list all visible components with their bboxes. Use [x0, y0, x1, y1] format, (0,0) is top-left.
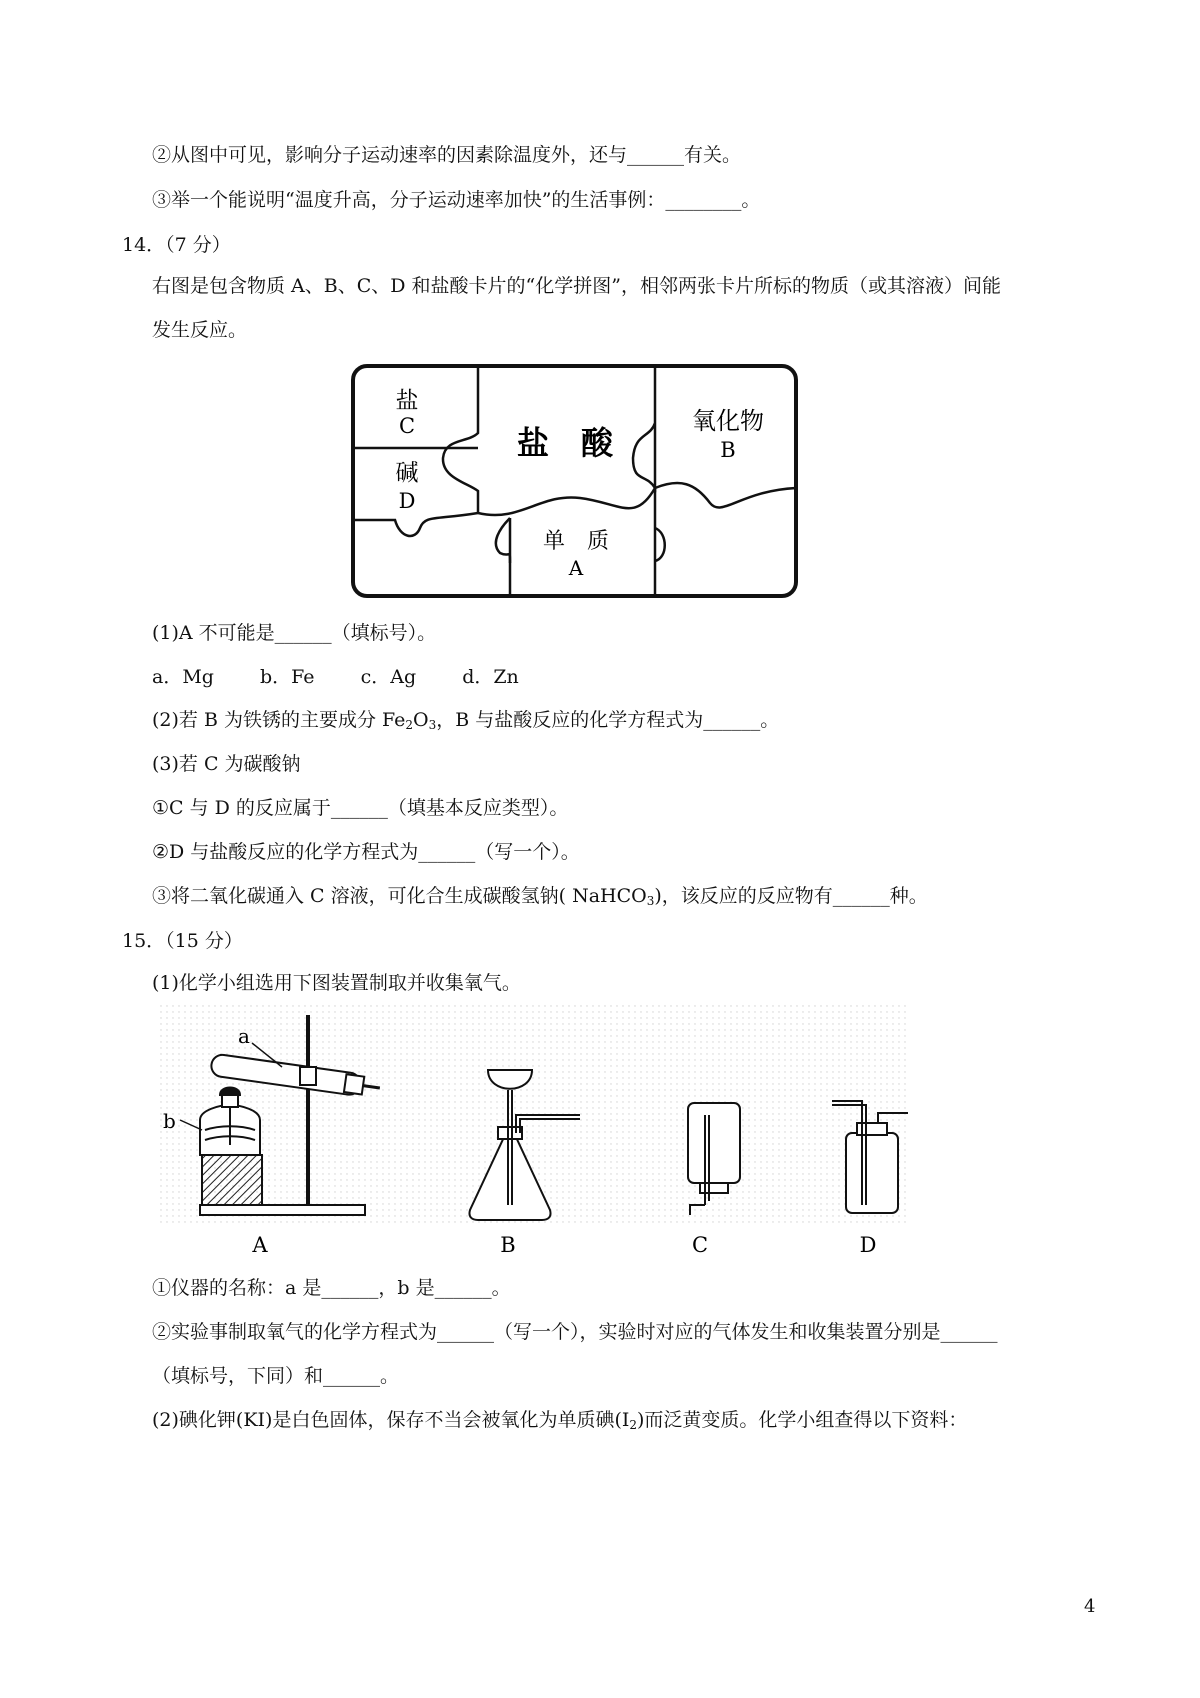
puzzle-acid-label: 盐 酸 — [516, 424, 614, 462]
q13-subquestion-3: ③举一个能说明“温度升高，分子运动速率加快”的生活事例：________。 — [152, 189, 761, 211]
q14-part3-2: ②D 与盐酸反应的化学方程式为______（写一个）。 — [152, 841, 580, 863]
option-b: b．Fe — [260, 666, 315, 688]
label-b: b — [163, 1109, 176, 1133]
caption-d: D — [859, 1233, 877, 1257]
caption-c: C — [691, 1233, 709, 1257]
puzzle-salt-label: 盐 — [395, 388, 419, 414]
puzzle-element-letter: A — [568, 556, 584, 580]
puzzle-salt-letter: C — [398, 414, 416, 438]
puzzle-oxide-label: 氧化物 — [692, 407, 764, 435]
q14-part2: (2)若 B 为铁锈的主要成分 $Fe_2O_3$，B 与盐酸反应的化学方程式为______。 — [152, 709, 780, 732]
q14-number: 14．（7 分） — [122, 234, 231, 256]
puzzle-base-letter: D — [398, 489, 416, 513]
q15-part1-1: ①仪器的名称：a 是______，b 是______。 — [152, 1277, 511, 1299]
q15-part1-2: ②实验事制取氧气的化学方程式为______（写一个），实验时对应的气体发生和收集装置分别是______ — [152, 1321, 998, 1343]
page-number: 4 — [1084, 1596, 1096, 1617]
apparatus-figure — [160, 1005, 910, 1260]
q14-part3: (3)若 C 为碳酸钠 — [152, 753, 301, 775]
q15-part2: (2)碘化钾(KI)是白色固体，保存不当会被氧化为单质碘$(I_2)$而泛黄变质。化学小组查得以下资料： — [152, 1409, 968, 1432]
chemistry-puzzle-figure — [350, 363, 805, 603]
option-d: d．Zn — [462, 666, 519, 688]
caption-a: A — [252, 1233, 268, 1257]
q14-intro-line2: 发生反应。 — [152, 319, 248, 341]
q15-number: 15．（15 分） — [122, 930, 243, 952]
q14-intro-line1: 右图是包含物质 A、B、C、D 和盐酸卡片的“化学拼图”，相邻两张卡片所标的物质（或其溶液）间能 — [152, 275, 1001, 297]
q14-part3-3: ③将二氧化碳通入 C 溶液，可化合生成碳酸氢钠( NaHCO$_3$)，该反应的反应物有______种。 — [152, 885, 928, 908]
caption-b: B — [500, 1233, 516, 1257]
puzzle-oxide-letter: B — [720, 438, 736, 462]
option-c: c．Ag — [360, 666, 417, 688]
option-a: a．Mg — [152, 666, 214, 688]
label-a: a — [238, 1024, 250, 1048]
q13-subquestion-2: ②从图中可见，影响分子运动速率的因素除温度外，还与______有关。 — [152, 144, 742, 166]
q14-part3-1: ①C 与 D 的反应属于______（填基本反应类型）。 — [152, 797, 569, 819]
q15-part1-2-cont: （填标号，下同）和______。 — [152, 1365, 400, 1387]
puzzle-element-label: 单 质 — [542, 529, 610, 554]
q15-part1: (1)化学小组选用下图装置制取并收集氧气。 — [152, 972, 521, 994]
q14-part1: (1)A 不可能是______（填标号）。 — [152, 622, 437, 644]
q14-options — [152, 664, 559, 690]
puzzle-base-label: 碱 — [395, 460, 419, 486]
